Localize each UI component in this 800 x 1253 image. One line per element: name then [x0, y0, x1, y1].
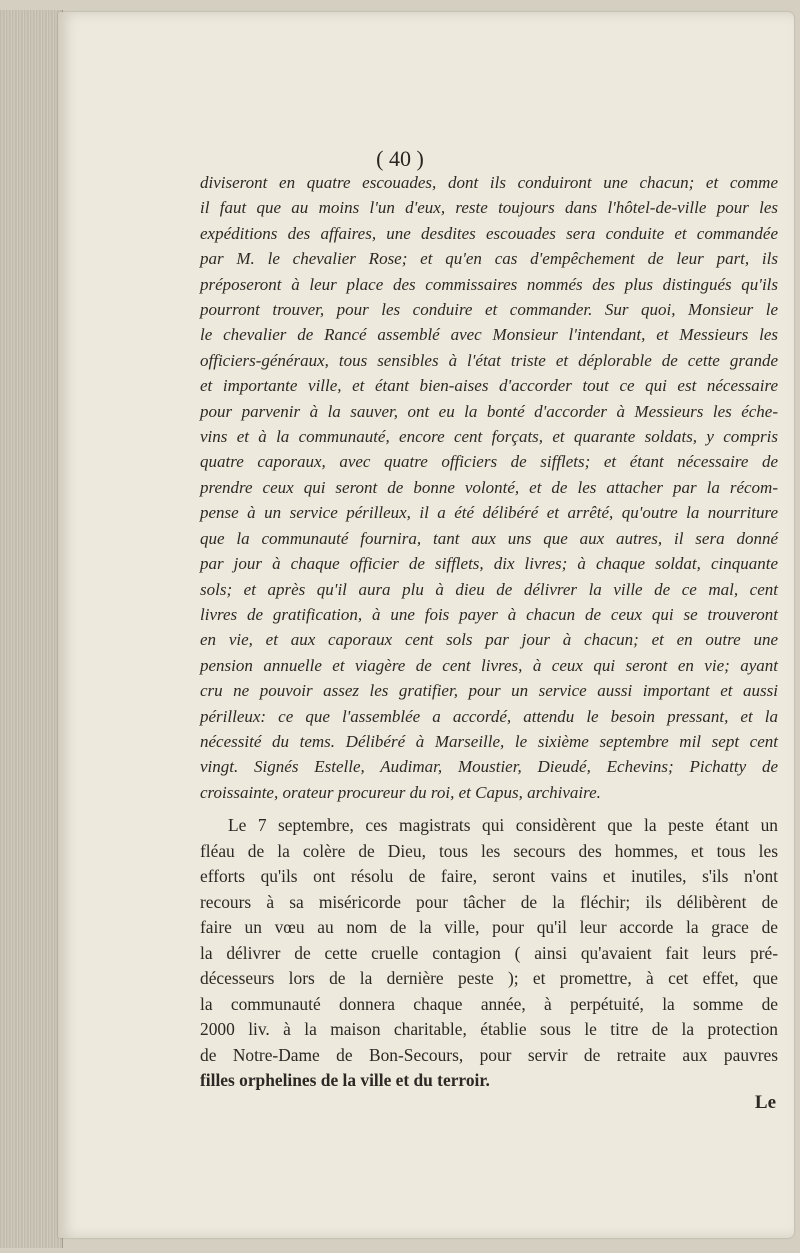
- text-line: diviseront en quatre escouades, dont ils conduiront une chacun; et comme: [200, 173, 778, 192]
- narrative-paragraph: [200, 813, 778, 1094]
- text-line: pension annuelle et viagère de cent livres, à ceux qui seront en vie; ayant: [200, 655, 778, 675]
- text-line: pourront trouver, pour les conduire et commander. Sur quoi, Monsieur le: [200, 300, 778, 320]
- text-line: faire un vœu au nom de la ville, pour qu'il leur accorde la grace de: [200, 917, 778, 938]
- text-line: fléau de la colère de Dieu, tous les secours des hommes, et tous les: [200, 840, 778, 861]
- text-line: nécessité du tems. Délibéré à Marseille, le sixième septembre mil sept cent: [200, 731, 778, 751]
- text-line: il faut que au moins l'un d'eux, reste toujours dans l'hôtel-de-ville pour les: [200, 198, 778, 218]
- text-line: 2000 liv. à la maison charitable, établie sous le titre de la protection: [200, 1019, 778, 1040]
- text-line: vins et à la communauté, encore cent forçats, et quarante soldats, y compris: [200, 427, 778, 447]
- page-number: ( 40 ): [376, 146, 424, 171]
- deliberation-paragraph: [200, 170, 778, 805]
- text-line: pour parvenir à la sauver, ont eu la bonté d'accorder à Messieurs les éche-: [200, 401, 778, 421]
- text-line: la délivrer de cette cruelle contagion ( ainsi qu'avaient fait leurs pré-: [200, 942, 778, 963]
- text-line: livres de gratification, à une fois payer à chacun de ceux qui se trouveront: [200, 604, 778, 624]
- text-line: quatre caporaux, avec quatre officiers de sifflets; et étant nécessaire de: [200, 452, 778, 472]
- page-edges: [0, 10, 63, 1248]
- text-line: sols; et après qu'il aura plu à dieu de délivrer la ville de ce mal, cent: [200, 579, 778, 599]
- catchword: Le: [754, 1092, 776, 1113]
- text-line: prendre ceux qui seront de bonne volonté, et de les attacher par la récom-: [200, 477, 778, 497]
- text-line: cru ne pouvoir assez les gratifier, pour un service aussi important et aussi: [200, 681, 778, 701]
- text-line: recours à sa miséricorde pour tâcher de la fléchir; ils délibèrent de: [200, 891, 778, 912]
- body-text: [200, 170, 778, 1094]
- text-line: officiers-généraux, tous sensibles à l'état triste et déplorable de cette grande: [200, 350, 778, 370]
- text-line: de Notre-Dame de Bon-Secours, pour servir de retraite aux pauvres: [200, 1044, 778, 1065]
- text-line: filles orphelines de la ville et du terroir.: [200, 1070, 490, 1091]
- text-line: périlleux: ce que l'assemblée a accordé, attendu le besoin pressant, et la: [200, 706, 778, 726]
- text-line: vingt. Signés Estelle, Audimar, Moustier, Dieudé, Echevins; Pichatty de: [200, 757, 778, 777]
- text-line: décesseurs lors de la dernière peste ); et promettre, à cet effet, que: [200, 968, 778, 989]
- text-line: Le 7 septembre, ces magistrats qui considèrent que la peste étant un: [228, 815, 778, 836]
- text-line: et importante ville, et étant bien-aises d'accorder tout ce qui est nécessaire: [200, 376, 778, 396]
- text-line: en vie, et aux caporaux cent sols par jour à chacun; et en outre une: [200, 630, 778, 650]
- text-line: expéditions des affaires, une desdites escouades sera conduite et commandée: [200, 223, 778, 243]
- text-line: que la communauté fournira, tant aux uns que aux autres, il sera donné: [200, 528, 778, 548]
- text-line: préposeront à leur place des commissaires nommés des plus distingués qu'ils: [200, 274, 778, 294]
- text-line: efforts qu'ils ont résolu de faire, seront vains et inutiles, s'ils n'ont: [200, 866, 778, 887]
- text-line: la communauté donnera chaque année, à perpétuité, la somme de: [200, 993, 778, 1014]
- text-line: pense à un service périlleux, il a été délibéré et arrêté, qu'outre la nourriture: [200, 503, 778, 523]
- text-line: par jour à chaque officier de sifflets, dix livres; à chaque soldat, cinquante: [200, 554, 778, 574]
- text-line: par M. le chevalier Rose; et qu'en cas d'empêchement de leur part, ils: [200, 249, 778, 269]
- text-line: croissainte, orateur procureur du roi, et Capus, archivaire.: [200, 782, 601, 802]
- text-line: le chevalier de Rancé assemblé avec Monsieur l'intendant, et Messieurs les: [200, 325, 778, 345]
